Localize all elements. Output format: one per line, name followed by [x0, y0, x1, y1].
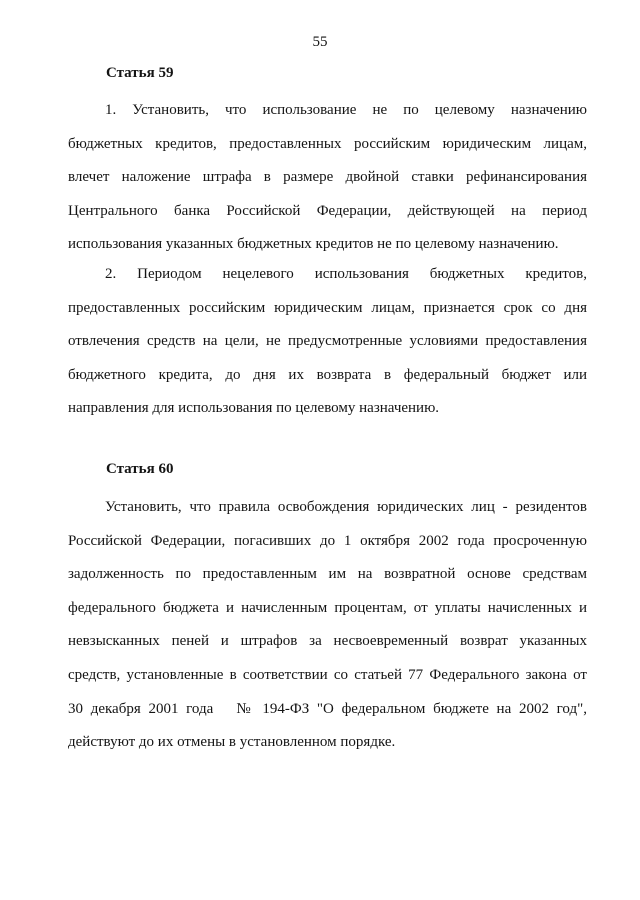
- text-line: Российской Федерации, погасивших до 1 октября 2002 года просроченную: [68, 532, 587, 549]
- text-line: невзысканных пеней и штрафов за несвоевременный возврат указанных: [68, 633, 587, 650]
- text-line: задолженность по предоставленным им на возвратной основе средствам: [68, 566, 587, 583]
- page-number: 55: [312, 34, 328, 50]
- text-line: отвлечения средств на цели, не предусмотренные условиями предоставления: [68, 333, 587, 350]
- article-60-heading: Статья 60: [106, 461, 174, 477]
- text-line: использования указанных бюджетных кредитов не по целевому назначению.: [68, 236, 559, 253]
- text-line: средств, установленные в соответствии со статьей 77 Федерального закона от: [68, 666, 587, 683]
- text-line: действуют до их отмены в установленном порядке.: [68, 734, 396, 751]
- text-line: 30 декабря 2001 года № 194-ФЗ "О федеральном бюджете на 2002 год",: [68, 700, 587, 717]
- article-59-heading: Статья 59: [106, 65, 174, 81]
- text-line: бюджетных кредитов, предоставленных российским юридическим лицам,: [68, 135, 587, 152]
- text-line: бюджетного кредита, до дня их возврата в федеральный бюджет или: [68, 366, 587, 383]
- text-line: 1. Установить, что использование не по целевому назначению: [105, 102, 587, 118]
- article-59-paragraph-1: [68, 94, 587, 262]
- text-line: влечет наложение штрафа в размере двойной ставки рефинансирования: [68, 169, 587, 186]
- text-line: 2. Периодом нецелевого использования бюджетных кредитов,: [105, 266, 587, 282]
- article-60-paragraph-1: [68, 491, 587, 760]
- text-line: Установить, что правила освобождения юридических лиц - резидентов: [105, 499, 587, 515]
- article-59-paragraph-2: [68, 258, 587, 426]
- text-line: предоставленных российским юридическим лицам, признается срок со дня: [68, 299, 587, 316]
- text-line: Центрального банка Российской Федерации, действующей на период: [68, 202, 587, 219]
- text-line: направления для использования по целевому назначению.: [68, 400, 440, 417]
- text-line: федерального бюджета и начисленным процентам, от уплаты начисленных и: [68, 599, 587, 616]
